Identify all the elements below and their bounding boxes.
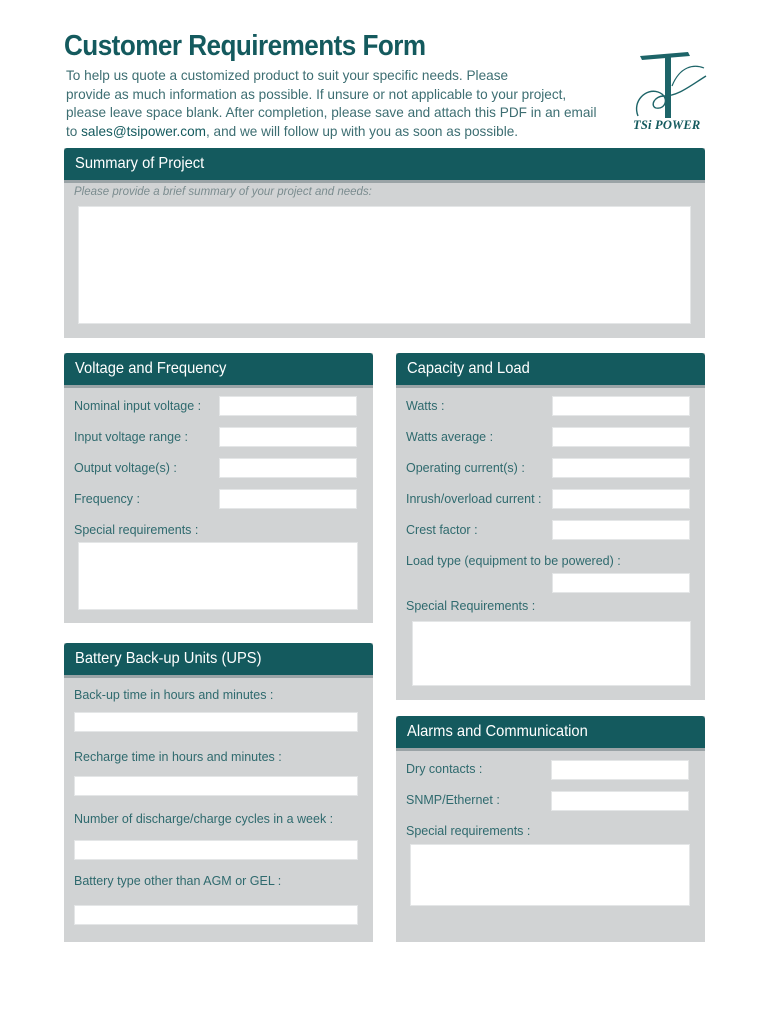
crest-factor-label: Crest factor :	[406, 523, 478, 537]
operating-current-label: Operating current(s) :	[406, 461, 525, 475]
watts-average-field[interactable]	[552, 427, 690, 447]
recharge-time-label: Recharge time in hours and minutes :	[74, 750, 282, 764]
output-voltage-field[interactable]	[219, 458, 357, 478]
dry-contacts-field[interactable]	[551, 760, 689, 780]
frequency-label: Frequency :	[74, 492, 141, 506]
discharge-cycles-field[interactable]	[74, 840, 358, 860]
battery-header: Battery Back-up Units (UPS)	[64, 643, 373, 678]
inrush-overload-label: Inrush/overload current :	[406, 492, 542, 506]
output-voltage-label: Output voltage(s) :	[74, 461, 177, 475]
page-title: Customer Requirements Form	[64, 30, 426, 62]
nominal-input-voltage-label: Nominal input voltage :	[74, 399, 202, 413]
snmp-ethernet-field[interactable]	[551, 791, 689, 811]
battery-type-field[interactable]	[74, 905, 358, 925]
summary-textarea[interactable]	[78, 206, 691, 324]
capacity-header: Capacity and Load	[396, 353, 705, 388]
watts-label: Watts :	[406, 399, 445, 413]
voltage-header: Voltage and Frequency	[64, 353, 373, 388]
operating-current-field[interactable]	[552, 458, 690, 478]
nominal-input-voltage-field[interactable]	[219, 396, 357, 416]
recharge-time-field[interactable]	[74, 776, 358, 796]
summary-panel	[64, 148, 705, 338]
voltage-panel	[64, 353, 373, 623]
capacity-special-textarea[interactable]	[412, 621, 691, 686]
crest-factor-field[interactable]	[552, 520, 690, 540]
watts-field[interactable]	[552, 396, 690, 416]
battery-panel	[64, 643, 373, 942]
input-voltage-range-field[interactable]	[219, 427, 357, 447]
alarms-special-textarea[interactable]	[410, 844, 690, 906]
battery-type-label: Battery type other than AGM or GEL :	[74, 874, 282, 888]
watts-average-label: Watts average :	[406, 430, 494, 444]
intro-text: To help us quote a customized product to suit your specific needs. Please provide as much information as possible. If unsure or not applicable to your project, please leave space blank. After completion, please save and attach this PDF in an email to sales@tsipower.com, and we will follow up with you as soon as possible.	[66, 68, 597, 139]
input-voltage-range-label: Input voltage range :	[74, 430, 188, 444]
discharge-cycles-label: Number of discharge/charge cycles in a week :	[74, 812, 334, 826]
summary-hint: Please provide a brief summary of your project and needs:	[74, 186, 372, 198]
alarms-header: Alarms and Communication	[396, 716, 705, 751]
inrush-overload-field[interactable]	[552, 489, 690, 509]
frequency-field[interactable]	[219, 489, 357, 509]
backup-time-field[interactable]	[74, 712, 358, 732]
alarms-panel	[396, 716, 705, 942]
capacity-special-label: Special Requirements :	[406, 599, 536, 613]
summary-header: Summary of Project	[64, 148, 705, 183]
load-type-label: Load type (equipment to be powered) :	[406, 554, 621, 568]
email-link[interactable]: sales@tsipower.com	[81, 123, 206, 139]
dry-contacts-label: Dry contacts :	[406, 762, 483, 776]
backup-time-label: Back-up time in hours and minutes :	[74, 688, 274, 702]
logo-wordmark: TSi POWER	[633, 118, 701, 132]
voltage-special-textarea[interactable]	[78, 542, 358, 610]
alarms-special-label: Special requirements :	[406, 824, 531, 838]
voltage-special-label: Special requirements :	[74, 523, 199, 537]
snmp-ethernet-label: SNMP/Ethernet :	[406, 793, 500, 807]
capacity-panel	[396, 353, 705, 700]
load-type-field[interactable]	[552, 573, 690, 593]
